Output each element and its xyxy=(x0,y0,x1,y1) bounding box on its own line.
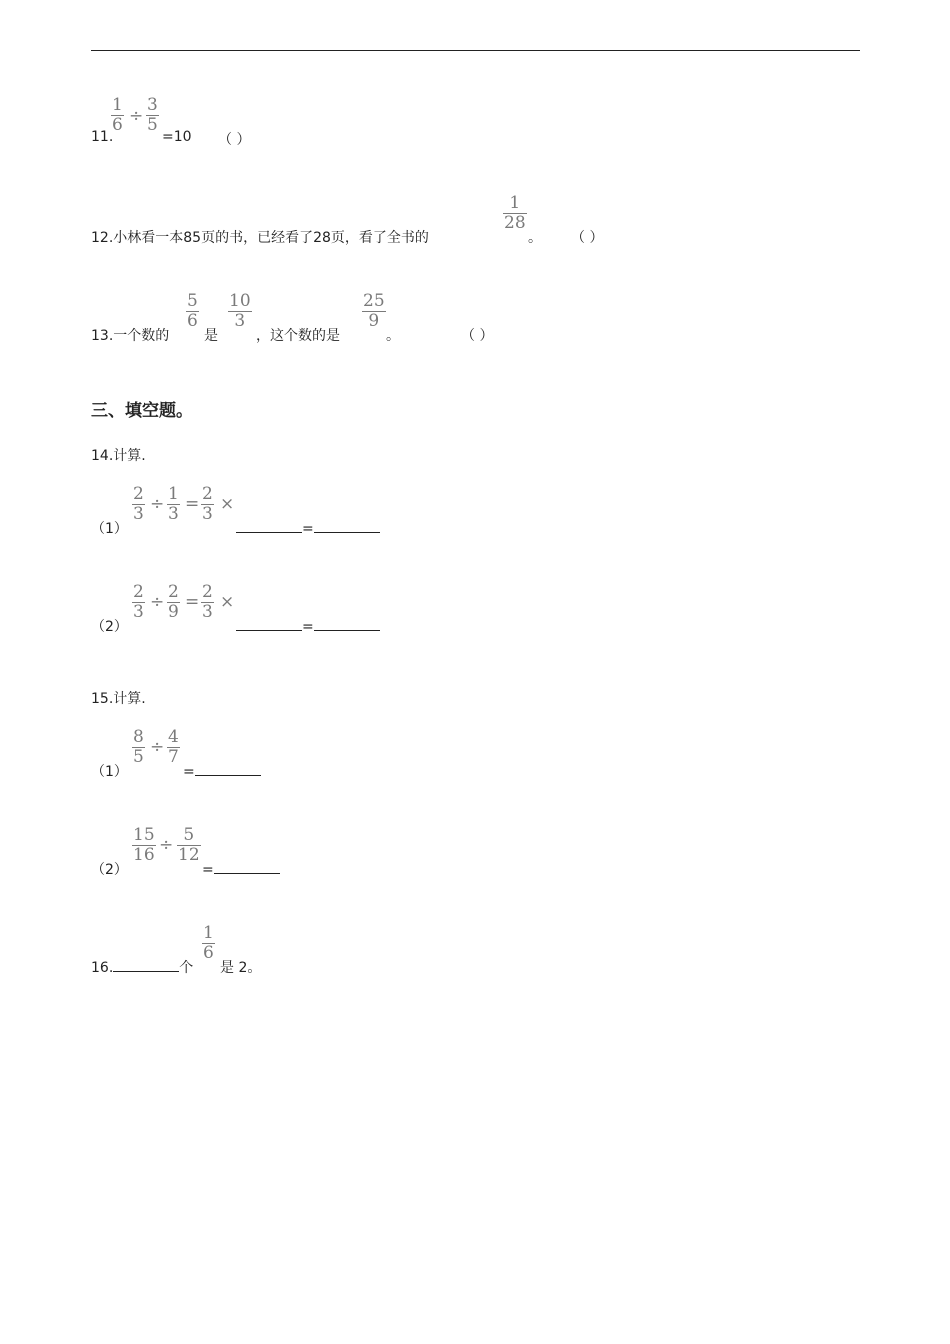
fraction: 1 3 xyxy=(168,484,179,524)
fraction: 1 6 xyxy=(112,95,123,135)
fraction: 2 3 xyxy=(202,582,213,622)
answer-paren[interactable]: （ ） xyxy=(461,328,494,344)
question-text: 12.小林看一本85页的书，已经看了28页，看了全书的 xyxy=(91,230,429,246)
blank[interactable] xyxy=(214,859,280,874)
answer-line: = xyxy=(202,859,280,878)
divide-sign: ÷ xyxy=(150,737,165,757)
equals-sign: = xyxy=(185,592,200,612)
fraction: 5 12 xyxy=(178,825,200,865)
part-label: （2） xyxy=(91,619,128,635)
section-title: 三、填空题。 xyxy=(91,401,193,421)
fraction: 4 7 xyxy=(168,727,179,767)
header-rule xyxy=(91,50,860,51)
divide-sign: ÷ xyxy=(159,835,174,855)
times-sign: × xyxy=(220,494,235,514)
answer-paren[interactable]: （ ） xyxy=(571,230,604,246)
question-text: 是 2。 xyxy=(220,960,262,976)
fraction: 25 9 xyxy=(363,291,385,331)
fraction: 10 3 xyxy=(229,291,251,331)
answer-line: = xyxy=(183,761,261,780)
blank[interactable] xyxy=(236,616,302,631)
question-number: 11. xyxy=(91,129,114,145)
fraction: 8 5 xyxy=(133,727,144,767)
question-text: 13.一个数的 xyxy=(91,328,170,344)
fraction: 2 3 xyxy=(202,484,213,524)
fraction: 1 28 xyxy=(504,193,526,233)
part-label: （1） xyxy=(91,521,128,537)
fraction: 5 6 xyxy=(187,291,198,331)
question-title: 15.计算. xyxy=(91,691,146,707)
divide-sign: ÷ xyxy=(150,592,165,612)
times-sign: × xyxy=(220,592,235,612)
fraction: 1 6 xyxy=(203,923,214,963)
blank[interactable] xyxy=(113,957,179,972)
question-title: 14.计算. xyxy=(91,448,146,464)
answer-paren[interactable]: （ ） xyxy=(218,132,251,148)
answer-line: = xyxy=(236,616,380,635)
blank[interactable] xyxy=(236,518,302,533)
fraction: 3 5 xyxy=(147,95,158,135)
fraction: 15 16 xyxy=(133,825,155,865)
fraction: 2 9 xyxy=(168,582,179,622)
blank[interactable] xyxy=(314,616,380,631)
divide-sign: ÷ xyxy=(129,106,144,126)
question-text: 是 xyxy=(204,328,218,344)
part-label: （1） xyxy=(91,764,128,780)
answer-line: = xyxy=(236,518,380,537)
divide-sign: ÷ xyxy=(150,494,165,514)
equals-sign: = xyxy=(185,494,200,514)
blank[interactable] xyxy=(314,518,380,533)
question-text: ，这个数的是 xyxy=(256,328,340,344)
blank[interactable] xyxy=(195,761,261,776)
result-text: =10 xyxy=(162,129,192,145)
part-label: （2） xyxy=(91,862,128,878)
fraction: 2 3 xyxy=(133,484,144,524)
fraction: 2 3 xyxy=(133,582,144,622)
answer-line: 16. 个 xyxy=(91,957,193,977)
period: 。 xyxy=(386,328,400,344)
period: 。 xyxy=(528,230,542,246)
